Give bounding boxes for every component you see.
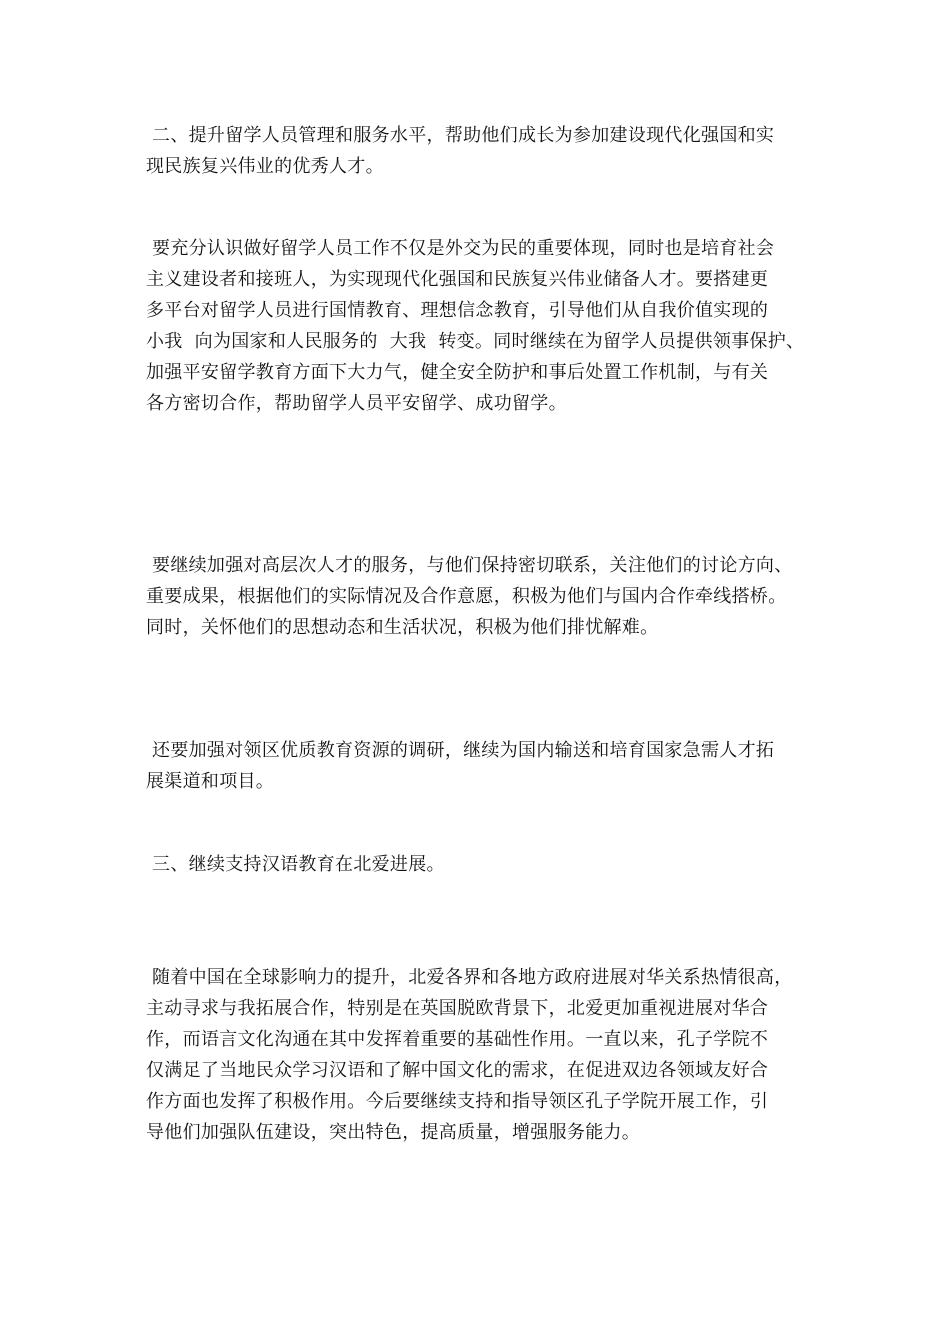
text-line: 作，而语言文化沟通在其中发挥着重要的基础性作用。一直以来，孔子学院不: [146, 1029, 769, 1050]
paragraph-education-resources: [146, 735, 826, 797]
text-line: 还要加强对领区优质教育资源的调研，继续为国内输送和培育国家急需人才拓: [146, 740, 775, 761]
paragraph-high-level-talent: [146, 550, 826, 643]
text-line: 各方密切合作，帮助留学人员平安留学、成功留学。: [146, 393, 567, 414]
text-line: 多平台对留学人员进行国情教育、理想信念教育，引导他们从自我价值实现的: [146, 300, 769, 321]
text-line: 要继续加强对高层次人才的服务，与他们保持密切联系，关注他们的讨论方向、: [146, 555, 793, 576]
text-line: 主动寻求与我拓展合作，特别是在英国脱欧背景下，北爱更加重视进展对华合: [146, 998, 769, 1019]
text-line: 重要成果，根据他们的实际情况及合作意愿，积极为他们与国内合作牵线搭桥。: [146, 586, 787, 607]
paragraph-chinese-education: [146, 962, 826, 1148]
text-line: 作方面也发挥了积极作用。今后要继续支持和指导领区孔子学院开展工作，引: [146, 1091, 769, 1112]
paragraph-student-work: [146, 233, 826, 419]
text-line: 加强平安留学教育方面下大力气，健全安全防护和事后处置工作机制，与有关: [146, 362, 769, 383]
text-line: 二、提升留学人员管理和服务水平，帮助他们成长为参加建设现代化强国和实: [146, 125, 775, 146]
text-line: 三、继续支持汉语教育在北爱进展。: [146, 854, 445, 875]
section-heading-three: [146, 849, 826, 880]
text-line: 仅满足了当地民众学习汉语和了解中国文化的需求，在促进双边各领域友好合: [146, 1060, 769, 1081]
text-line: 随着中国在全球影响力的提升，北爱各界和各地方政府进展对华关系热情很高，: [146, 967, 793, 988]
text-line: 主义建设者和接班人，为实现现代化强国和民族复兴伟业储备人才。要搭建更: [146, 269, 769, 290]
text-line: 展渠道和项目。: [146, 771, 275, 792]
text-line: 导他们加强队伍建设，突出特色，提高质量，增强服务能力。: [146, 1122, 641, 1143]
text-line: 同时，关怀他们的思想动态和生活状况，积极为他们排忧解难。: [146, 617, 659, 638]
text-line: 小我 向为国家和人民服务的 大我 转变。同时继续在为留学人员提供领事保护、: [146, 331, 805, 352]
section-heading-two: [146, 120, 826, 182]
text-line: 要充分认识做好留学人员工作不仅是外交为民的重要体现，同时也是培育社会: [146, 238, 775, 259]
text-line: 现民族复兴伟业的优秀人才。: [146, 156, 384, 177]
